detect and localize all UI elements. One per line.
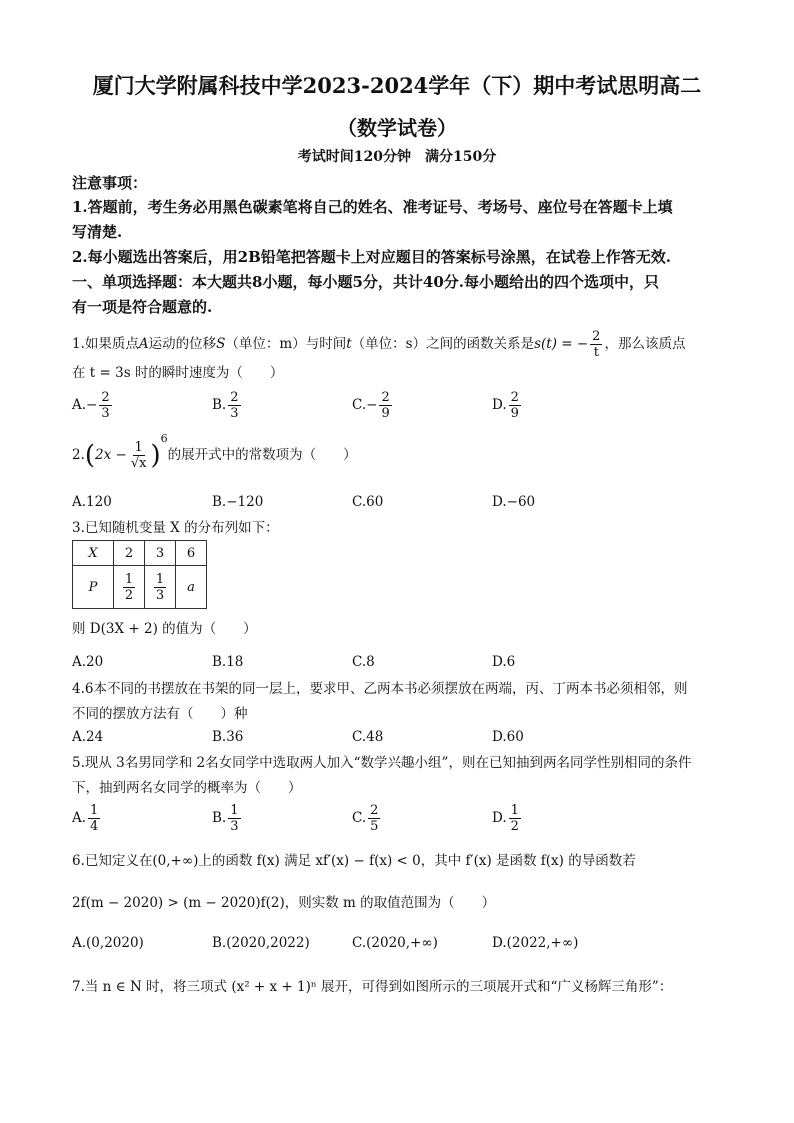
option-num: 2 — [230, 390, 239, 405]
q1-text-b: 运动的位移 — [148, 336, 217, 352]
q2-expr-fraction — [129, 440, 149, 471]
q3-option-b[interactable]: B.18 — [212, 654, 244, 670]
option-label: D. — [492, 397, 507, 413]
q4-option-a[interactable]: A.24 — [72, 729, 104, 745]
q4-option-b[interactable]: B.36 — [212, 729, 244, 745]
q1-option-c[interactable] — [352, 390, 394, 421]
q3-option-c[interactable]: C.8 — [352, 654, 375, 670]
q2-stem — [72, 432, 357, 471]
q2-option-d[interactable]: D.−60 — [492, 494, 536, 510]
q5-option-a[interactable] — [72, 803, 102, 834]
option-num: 2 — [510, 390, 519, 405]
option-den: 5 — [370, 819, 379, 834]
option-num: 2 — [381, 390, 390, 405]
q4-option-c[interactable]: C.48 — [352, 729, 384, 745]
q1-option-d[interactable] — [492, 390, 523, 421]
q1-text-a: 1.如果质点 — [72, 336, 139, 352]
cell-num: 1 — [124, 571, 134, 587]
option-den: 2 — [510, 819, 519, 834]
q6-option-b[interactable]: B.(2020,2022) — [212, 935, 310, 951]
section-heading-line-2: 有一项是符合题意的. — [72, 298, 213, 316]
q3-stem: 3.已知随机变量 X 的分布列如下： — [72, 520, 279, 536]
option-num: 1 — [510, 803, 519, 818]
table-cell — [176, 566, 207, 609]
option-label: C. — [352, 397, 367, 413]
q2-text: 的展开式中的常数项为（ ） — [167, 447, 357, 463]
q2-exponent: 6 — [160, 432, 168, 445]
q3-option-d[interactable]: D.6 — [492, 654, 516, 670]
q5-option-c[interactable] — [352, 803, 382, 834]
q2-left-paren: ( — [84, 440, 96, 471]
q1-option-b[interactable] — [212, 390, 243, 421]
option-fraction — [509, 803, 521, 834]
option-label: C. — [352, 810, 367, 826]
q6-line-1: 6.已知定义在(0,+∞)上的函数 f(x) 满足 xf′(x) − f(x) < 0，其中 f′(x) 是函数 f(x) 的导函数若 — [72, 853, 636, 869]
q7-line-1: 7.当 n ∈ N 时，将三项式 (x² + x + 1)ⁿ 展开，可得到如图所示的三项展开式和“广义杨辉三角形”： — [72, 979, 673, 995]
table-cell: 6 — [176, 541, 207, 566]
option-fraction — [99, 390, 111, 421]
q1-text-d: （单位：s）之间的函数关系是 — [351, 336, 535, 352]
option-fraction — [368, 803, 380, 834]
option-fraction — [379, 390, 391, 421]
option-fraction — [228, 390, 240, 421]
exam-subtitle: （数学试卷） — [337, 116, 457, 140]
q4-line-1: 4.6本不同的书摆放在书架的同一层上，要求甲、乙两本书必须摆放在两端，丙、丁两本书必须相邻，则 — [72, 681, 688, 697]
q2-option-b[interactable]: B.−120 — [212, 494, 264, 510]
table-cell — [73, 541, 114, 566]
table-cell — [114, 566, 145, 609]
option-num: 1 — [230, 803, 239, 818]
q6-option-a[interactable]: A.(0,2020) — [72, 935, 144, 951]
q5-line-1: 5.现从 3名男同学和 2名女同学中选取两人加入“数学兴趣小组”，则在已知抽到两名同学性别相同的条件 — [72, 755, 692, 771]
distribution-table — [72, 540, 207, 609]
q2-option-c[interactable]: C.60 — [352, 494, 384, 510]
q1-line-2: 在 t = 3s 时的瞬时速度为（ ） — [72, 365, 284, 381]
q1-func-fraction — [590, 329, 602, 360]
option-label: B. — [212, 810, 227, 826]
table-cell: 3 — [145, 541, 176, 566]
q1-func: s(t) = − — [534, 336, 589, 352]
q2-option-a[interactable]: A.120 — [72, 494, 112, 510]
table-row — [73, 566, 207, 609]
option-fraction — [228, 803, 240, 834]
option-num: 2 — [370, 803, 379, 818]
cell-x-label: X — [88, 545, 98, 561]
q2-prefix: 2. — [72, 447, 85, 463]
table-cell — [145, 566, 176, 609]
option-label: D. — [492, 810, 507, 826]
option-label: A. — [72, 810, 87, 826]
option-den: 3 — [230, 819, 239, 834]
option-label: A. — [72, 397, 87, 413]
cell-p-label: P — [88, 579, 98, 595]
option-label: B. — [212, 397, 227, 413]
table-row — [73, 541, 207, 566]
q5-option-d[interactable] — [492, 803, 523, 834]
table-cell — [73, 566, 114, 609]
cell-fraction — [123, 572, 135, 603]
q2-expr-num: 1 — [134, 440, 143, 455]
option-den: 4 — [90, 819, 99, 834]
q2-expr-a: 2x − — [95, 447, 127, 463]
q4-option-d[interactable]: D.60 — [492, 729, 524, 745]
q6-line-2: 2f(m − 2020) > (m − 2020)f(2)，则实数 m 的取值范围为（ ） — [72, 895, 496, 911]
q1-var-s: S — [216, 336, 226, 352]
q5-option-b[interactable] — [212, 803, 243, 834]
q1-var-a: A — [138, 336, 149, 352]
note-1-line-1: 1.答题前，考生务必用黑色碳素笔将自己的姓名、准考证号、考场号、座位号在答题卡上填 — [72, 198, 673, 216]
q4-line-2: 不同的摆放方法有（ ）种 — [72, 706, 248, 722]
cell-den: 2 — [124, 587, 134, 603]
q1-var-t: t — [346, 336, 352, 352]
cell-fraction — [154, 572, 166, 603]
q3-option-a[interactable]: A.20 — [72, 654, 104, 670]
q1-option-a[interactable] — [72, 390, 114, 421]
section-heading-line-1: 一、单项选择题：本大题共8小题，每小题5分，共计40分.每小题给出的四个选项中，只 — [72, 273, 659, 291]
q1-func-num: 2 — [592, 329, 601, 344]
q6-option-d[interactable]: D.(2022,+∞) — [492, 935, 579, 951]
option-fraction — [509, 390, 521, 421]
option-den: 9 — [510, 406, 519, 421]
q5-line-2: 下，抽到两名女同学的概率为（ ） — [72, 780, 302, 796]
option-fraction — [88, 803, 100, 834]
option-den: 3 — [230, 406, 239, 421]
q2-expr-den: √x — [130, 456, 147, 471]
cell-den: 3 — [155, 587, 165, 603]
q6-option-c[interactable]: C.(2020,+∞) — [352, 935, 438, 951]
option-num: 1 — [90, 803, 99, 818]
note-2: 2.每小题选出答案后，用2B铅笔把答题卡上对应题目的答案标号涂黑，在试卷上作答无效. — [72, 248, 672, 266]
option-sign: − — [366, 397, 378, 413]
note-1-line-2: 写清楚. — [72, 223, 123, 241]
cell-num: 1 — [155, 571, 165, 587]
q1-text-c: （单位：m）与时间 — [225, 336, 347, 352]
q1-line-1 — [72, 329, 732, 360]
option-sign: − — [86, 397, 98, 413]
exam-title: 厦门大学附属科技中学2023-2024学年（下）期中考试思明高二 — [92, 73, 702, 98]
notes-heading: 注意事项： — [72, 174, 148, 192]
exam-info: 考试时间120分钟 满分150分 — [297, 149, 497, 165]
q1-text-e: ，那么该质点 — [604, 336, 686, 352]
option-den: 9 — [381, 406, 390, 421]
q3-question: 则 D(3X + 2) 的值为（ ） — [72, 621, 257, 637]
cell-a: a — [187, 579, 195, 595]
q2-right-paren: ) — [150, 440, 161, 471]
q1-func-den: t — [593, 345, 599, 360]
option-num: 2 — [101, 390, 110, 405]
option-den: 3 — [101, 406, 110, 421]
table-cell: 2 — [114, 541, 145, 566]
